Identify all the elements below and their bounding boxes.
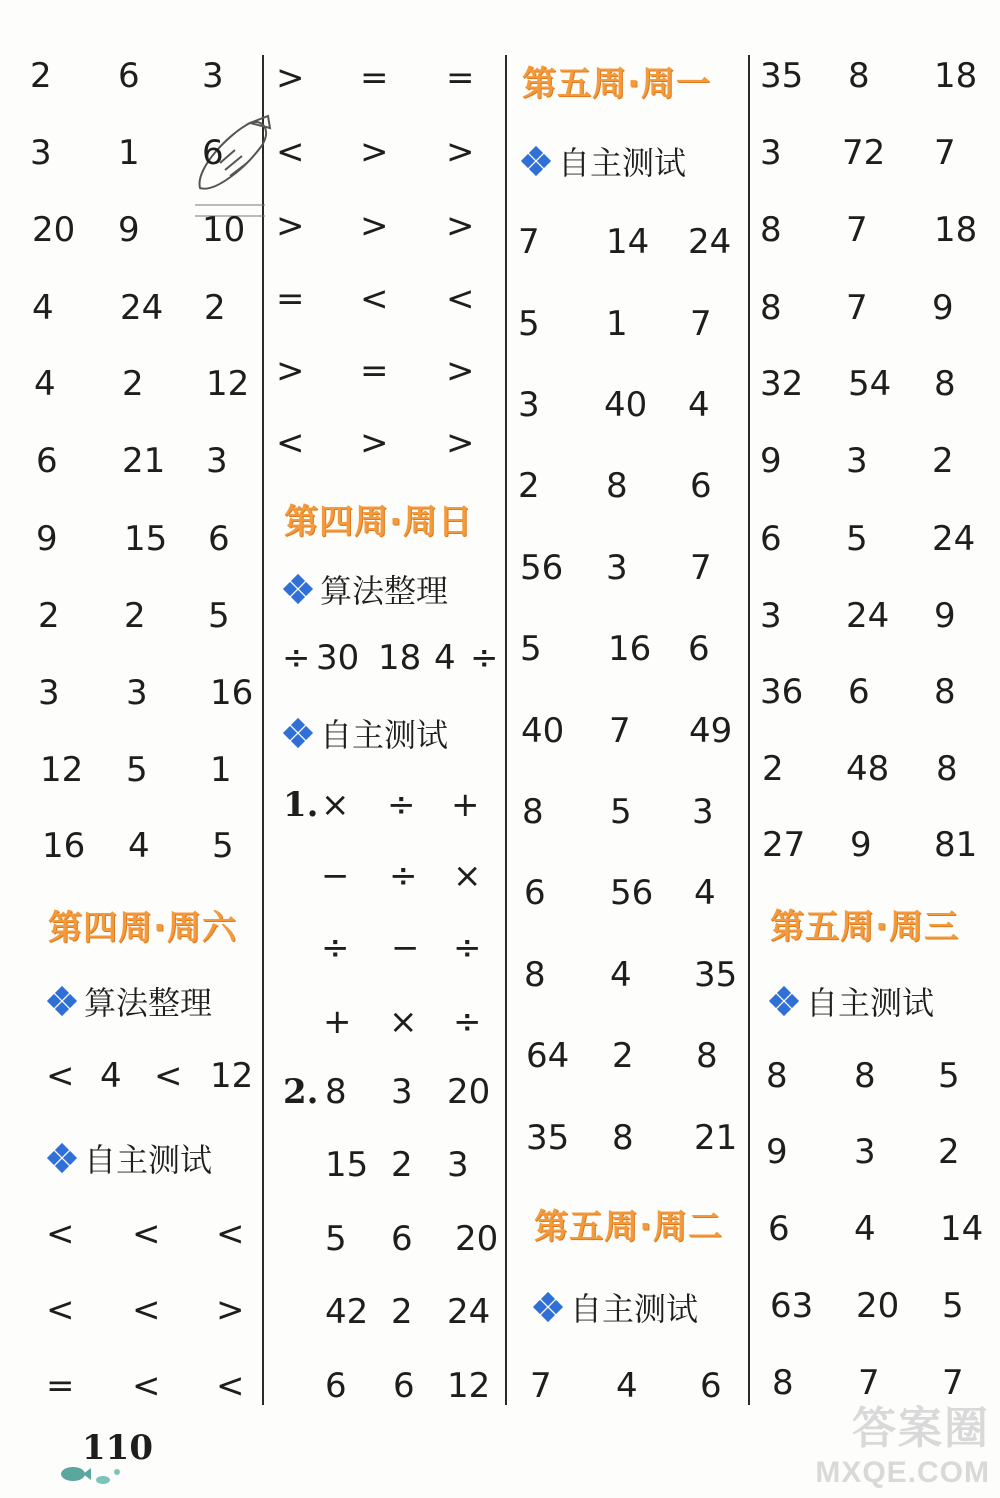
- answer-cell: 10: [202, 210, 246, 250]
- answer-row: [526, 1036, 718, 1076]
- answer-cell: ÷: [470, 638, 499, 678]
- answer-cell: 4: [434, 638, 456, 678]
- answer-cell: 5: [520, 629, 542, 669]
- answer-cell: ÷: [387, 785, 416, 825]
- answer-cell: 24: [846, 596, 890, 636]
- answer-row: [760, 596, 956, 636]
- answer-row: [325, 1292, 490, 1332]
- answer-cell: 6: [36, 441, 58, 481]
- answer-cell: 2: [122, 364, 144, 404]
- answer-row: [520, 629, 710, 669]
- answer-cell: 7: [858, 1363, 880, 1403]
- answer-cell: 9: [760, 441, 782, 481]
- answer-row: [760, 672, 956, 712]
- answer-row: [760, 288, 954, 328]
- subsection-label-text: 自主测试: [84, 1141, 213, 1179]
- answer-cell: 12: [210, 1056, 254, 1096]
- answer-cell: 5: [325, 1219, 347, 1259]
- answer-cell: <: [46, 1214, 75, 1254]
- answer-cell: ×: [389, 1002, 418, 1042]
- answer-cell: 18: [934, 56, 978, 96]
- subsection-label: [284, 566, 448, 612]
- answer-cell: 24: [932, 519, 976, 559]
- answer-cell: 7: [518, 222, 540, 262]
- answer-cell: 49: [689, 711, 733, 751]
- answer-row: [38, 673, 253, 713]
- answer-cell: 8: [325, 1072, 347, 1112]
- blue-diamond-cluster-icon: [522, 147, 550, 175]
- answer-cell: 2: [391, 1145, 413, 1185]
- answer-cell: >: [446, 132, 475, 172]
- answer-row: [283, 785, 480, 825]
- answer-cell: 2: [612, 1036, 634, 1076]
- answer-cell: 36: [760, 672, 804, 712]
- answer-cell: >: [360, 423, 389, 463]
- answer-cell: 21: [122, 441, 166, 481]
- answer-cell: 48: [846, 749, 890, 789]
- answer-cell: 5: [208, 596, 230, 636]
- answer-cell: 7: [530, 1366, 552, 1406]
- answer-cell: 18: [378, 638, 422, 678]
- answer-row: [276, 423, 475, 463]
- answer-cell: 7: [609, 711, 631, 751]
- watermark-logo-text: 答案圈: [852, 1404, 990, 1453]
- answer-row: [321, 856, 482, 896]
- answer-cell: 6: [393, 1366, 415, 1406]
- answer-cell: 2: [932, 441, 954, 481]
- answer-cell: 42: [325, 1292, 369, 1332]
- answer-cell: 3: [606, 548, 628, 588]
- blue-diamond-cluster-icon: [48, 1144, 76, 1172]
- answer-row: [282, 638, 499, 678]
- watermark: [815, 1392, 990, 1490]
- answer-cell: 35: [526, 1118, 570, 1158]
- subsection-label-text: 算法整理: [320, 572, 449, 610]
- answer-cell: 2: [938, 1132, 960, 1172]
- answer-cell: >: [276, 206, 305, 246]
- answer-cell: 16: [42, 826, 86, 866]
- answer-cell: 8: [766, 1056, 788, 1096]
- answer-cell: =: [276, 279, 305, 319]
- subsection-label: [48, 978, 212, 1024]
- answer-row: [770, 1286, 964, 1326]
- answer-row: [38, 596, 230, 636]
- blue-diamond-cluster-icon: [770, 987, 798, 1015]
- answer-cell: 3: [854, 1132, 876, 1172]
- answer-cell: 4: [128, 826, 150, 866]
- answer-cell: 6: [325, 1366, 347, 1406]
- answer-row: [36, 519, 230, 559]
- answer-cell: 5: [942, 1286, 964, 1326]
- answer-cell: 2: [38, 596, 60, 636]
- answer-cell: 6: [700, 1366, 722, 1406]
- answer-cell: 2: [762, 749, 784, 789]
- answer-cell: 6: [848, 672, 870, 712]
- answer-cell: 6: [391, 1219, 413, 1259]
- answer-cell: 8: [760, 288, 782, 328]
- answer-cell: +: [323, 1002, 352, 1042]
- answer-row: [760, 133, 956, 173]
- answer-cell: 3: [391, 1072, 413, 1112]
- answer-cell: 6: [118, 56, 140, 96]
- answer-row: [46, 1056, 253, 1096]
- answer-row: [524, 955, 737, 995]
- answer-cell: 8: [772, 1363, 794, 1403]
- answer-row: [276, 58, 475, 98]
- answer-cell: 8: [606, 466, 628, 506]
- answer-cell: 7: [934, 133, 956, 173]
- answer-cell: 24: [688, 222, 732, 262]
- answer-cell: 7: [942, 1363, 964, 1403]
- answer-cell: 3: [38, 673, 60, 713]
- answer-cell: 4: [610, 955, 632, 995]
- answer-row: [276, 351, 475, 391]
- answer-row: [518, 466, 712, 506]
- answer-row: [321, 928, 482, 968]
- answer-cell: >: [446, 206, 475, 246]
- answer-cell: >: [446, 351, 475, 391]
- column-divider-2: [505, 55, 507, 1405]
- answer-cell: >: [276, 351, 305, 391]
- answer-row: [760, 364, 956, 404]
- answer-cell: 40: [521, 711, 565, 751]
- answer-row: [323, 1002, 482, 1042]
- answer-cell: 24: [120, 288, 164, 328]
- answer-cell: −: [321, 856, 350, 896]
- subsection-label-text: 自主测试: [806, 984, 935, 1022]
- answer-cell: 24: [447, 1292, 491, 1332]
- answer-cell: 8: [934, 364, 956, 404]
- answer-cell: 5: [846, 519, 868, 559]
- answer-cell: 3: [692, 792, 714, 832]
- blue-diamond-cluster-icon: [534, 1293, 562, 1321]
- answer-row: [521, 711, 732, 751]
- answer-cell: 2: [30, 56, 52, 96]
- answer-cell: 15: [325, 1145, 369, 1185]
- answer-cell: 9: [932, 288, 954, 328]
- column-divider-3: [748, 55, 750, 1405]
- answer-cell: 2: [204, 288, 226, 328]
- answer-row: [518, 222, 731, 262]
- answer-row: [34, 364, 249, 404]
- answer-cell: =: [360, 58, 389, 98]
- answer-cell: 1: [210, 750, 232, 790]
- section-heading: 第五周·周一: [522, 64, 711, 104]
- answer-cell: 3: [760, 596, 782, 636]
- answer-cell: 81: [934, 825, 978, 865]
- answer-cell: 7: [846, 210, 868, 250]
- subsection-label-text: 自主测试: [558, 144, 687, 182]
- answer-cell: <: [132, 1214, 161, 1254]
- subsection-label-text: 算法整理: [84, 984, 213, 1022]
- answer-cell: 35: [760, 56, 804, 96]
- answer-row: [760, 519, 975, 559]
- answer-cell: 20: [856, 1286, 900, 1326]
- answer-row: [518, 385, 710, 425]
- answer-cell: ÷: [389, 856, 418, 896]
- subsection-label: [770, 978, 934, 1024]
- answer-cell: 5: [126, 750, 148, 790]
- answer-cell: >: [360, 206, 389, 246]
- answer-cell: ×: [321, 785, 350, 825]
- answer-cell: <: [46, 1290, 75, 1330]
- section-heading: 第五周·周二: [534, 1207, 723, 1247]
- answer-cell: 3: [30, 133, 52, 173]
- answer-cell: <: [132, 1290, 161, 1330]
- answer-row: [766, 1056, 960, 1096]
- answer-cell: 6: [760, 519, 782, 559]
- answer-cell: 64: [526, 1036, 570, 1076]
- answer-cell: −: [391, 928, 420, 968]
- answer-cell: 8: [760, 210, 782, 250]
- answer-cell: 20: [32, 210, 76, 250]
- answer-cell: 6: [524, 873, 546, 913]
- answer-row: [524, 873, 716, 913]
- answer-cell: 8: [848, 56, 870, 96]
- answer-cell: ÷: [321, 928, 350, 968]
- answer-cell: 21: [694, 1118, 738, 1158]
- answer-cell: 30: [316, 638, 360, 678]
- answer-cell: >: [360, 132, 389, 172]
- subsection-label: [48, 1135, 212, 1181]
- answer-row: [276, 206, 475, 246]
- answer-row: [32, 210, 245, 250]
- answer-cell: 3: [518, 385, 540, 425]
- answer-row: [526, 1118, 737, 1158]
- subsection-label: [522, 138, 686, 184]
- answer-cell: 2: [391, 1292, 413, 1332]
- blue-diamond-cluster-icon: [48, 987, 76, 1015]
- answer-cell: >: [276, 58, 305, 98]
- answer-row: [520, 548, 712, 588]
- answer-cell: <: [276, 423, 305, 463]
- blue-diamond-cluster-icon: [284, 719, 312, 747]
- answer-cell: 54: [848, 364, 892, 404]
- subsection-label-text: 自主测试: [320, 716, 449, 754]
- answer-cell: 7: [690, 304, 712, 344]
- answer-cell: 4: [34, 364, 56, 404]
- answer-cell: <: [216, 1214, 245, 1254]
- answer-row: [762, 749, 958, 789]
- answer-row: [762, 825, 977, 865]
- answer-cell: 9: [766, 1132, 788, 1172]
- answer-cell: 6: [688, 629, 710, 669]
- answer-row: [46, 1290, 245, 1330]
- answer-cell: <: [132, 1366, 161, 1406]
- answer-cell: 1: [118, 133, 140, 173]
- subsection-label: [284, 710, 448, 756]
- section-heading: 第四周·周日: [284, 502, 473, 542]
- answer-cell: <: [276, 132, 305, 172]
- answer-cell: 5: [610, 792, 632, 832]
- answer-cell: 20: [455, 1219, 499, 1259]
- answer-cell: 9: [850, 825, 872, 865]
- answer-row: [760, 56, 977, 96]
- answer-row: [325, 1145, 469, 1185]
- answer-cell: ÷: [453, 928, 482, 968]
- answer-cell: 2: [124, 596, 146, 636]
- subsection-label-text: 自主测试: [570, 1290, 699, 1328]
- answer-row: [276, 132, 475, 172]
- answer-cell: 4: [694, 873, 716, 913]
- answer-cell: 2: [518, 466, 540, 506]
- section-heading: 第五周·周三: [770, 907, 959, 947]
- answer-cell: <: [154, 1056, 183, 1096]
- answer-cell: 8: [612, 1118, 634, 1158]
- answer-cell: ÷: [453, 1002, 482, 1042]
- answer-cell: <: [446, 279, 475, 319]
- answer-cell: 8: [934, 672, 956, 712]
- answer-row: [325, 1219, 498, 1259]
- answer-row: [36, 441, 228, 481]
- answer-cell: ÷: [282, 638, 311, 678]
- answer-cell: 5: [212, 826, 234, 866]
- answer-cell: 1: [606, 304, 628, 344]
- answer-cell: 3: [202, 56, 224, 96]
- subsection-label: [534, 1284, 698, 1330]
- answer-cell: 40: [604, 385, 648, 425]
- answer-cell: 20: [447, 1072, 491, 1112]
- answer-cell: 15: [124, 519, 168, 559]
- answer-cell: 7: [846, 288, 868, 328]
- answer-cell: 72: [842, 133, 886, 173]
- answer-cell: >: [446, 423, 475, 463]
- answer-cell: 3: [126, 673, 148, 713]
- answer-cell: 8: [696, 1036, 718, 1076]
- answer-cell: <: [216, 1366, 245, 1406]
- question-number: 2.: [283, 1072, 319, 1112]
- answer-cell: +: [451, 785, 480, 825]
- answer-cell: =: [360, 351, 389, 391]
- answer-cell: 6: [202, 133, 224, 173]
- answer-cell: 3: [206, 441, 228, 481]
- answer-cell: 3: [447, 1145, 469, 1185]
- answer-cell: 12: [40, 750, 84, 790]
- watermark-url: MXQE.COM: [815, 1456, 990, 1489]
- answer-cell: 27: [762, 825, 806, 865]
- answer-cell: 35: [694, 955, 738, 995]
- answer-cell: 16: [210, 673, 254, 713]
- answer-cell: <: [360, 279, 389, 319]
- answer-cell: 8: [522, 792, 544, 832]
- answer-row: [46, 1366, 245, 1406]
- answer-row: [768, 1209, 983, 1249]
- answer-cell: 18: [934, 210, 978, 250]
- answer-cell: 14: [940, 1209, 984, 1249]
- answer-row: [30, 133, 224, 173]
- answer-cell: =: [446, 58, 475, 98]
- answer-row: [766, 1132, 960, 1172]
- answer-cell: 5: [938, 1056, 960, 1096]
- answer-cell: 14: [606, 222, 650, 262]
- answer-cell: 32: [760, 364, 804, 404]
- answer-row: [530, 1366, 722, 1406]
- answer-row: [760, 210, 977, 250]
- answer-cell: 9: [118, 210, 140, 250]
- answer-cell: 7: [690, 548, 712, 588]
- answer-cell: 12: [206, 364, 250, 404]
- answer-row: [32, 288, 226, 328]
- column-divider-1: [262, 55, 264, 1405]
- answer-cell: ×: [453, 856, 482, 896]
- answer-cell: 56: [520, 548, 564, 588]
- answer-row: [283, 1072, 490, 1112]
- answer-cell: >: [216, 1290, 245, 1330]
- answer-row: [522, 792, 714, 832]
- answer-cell: 9: [36, 519, 58, 559]
- fish-doodle-icon: [55, 1460, 125, 1490]
- answer-row: [518, 304, 712, 344]
- page-number: 110: [82, 1428, 153, 1468]
- answer-cell: =: [46, 1366, 75, 1406]
- answer-cell: 4: [854, 1209, 876, 1249]
- answer-row: [42, 826, 234, 866]
- answer-cell: 4: [32, 288, 54, 328]
- blue-diamond-cluster-icon: [284, 575, 312, 603]
- answer-cell: 9: [934, 596, 956, 636]
- answer-cell: 4: [616, 1366, 638, 1406]
- answer-cell: 3: [760, 133, 782, 173]
- answer-cell: 8: [854, 1056, 876, 1096]
- answer-row: [40, 750, 232, 790]
- answer-row: [46, 1214, 245, 1254]
- section-heading: 第四周·周六: [48, 908, 237, 948]
- answer-cell: 6: [208, 519, 230, 559]
- answer-cell: 8: [936, 749, 958, 789]
- answer-cell: 63: [770, 1286, 814, 1326]
- answer-cell: 56: [610, 873, 654, 913]
- answer-cell: 6: [768, 1209, 790, 1249]
- answer-row: [325, 1366, 490, 1406]
- answer-row: [760, 441, 954, 481]
- answer-row: [30, 56, 224, 96]
- answer-cell: 8: [524, 955, 546, 995]
- answer-cell: <: [46, 1056, 75, 1096]
- answer-cell: 6: [690, 466, 712, 506]
- answer-cell: 3: [846, 441, 868, 481]
- answer-cell: 4: [100, 1056, 122, 1096]
- answer-row: [276, 279, 475, 319]
- answer-cell: 4: [688, 385, 710, 425]
- question-number: 1.: [283, 785, 319, 825]
- answer-cell: 5: [518, 304, 540, 344]
- answer-cell: 12: [447, 1366, 491, 1406]
- answer-cell: 16: [608, 629, 652, 669]
